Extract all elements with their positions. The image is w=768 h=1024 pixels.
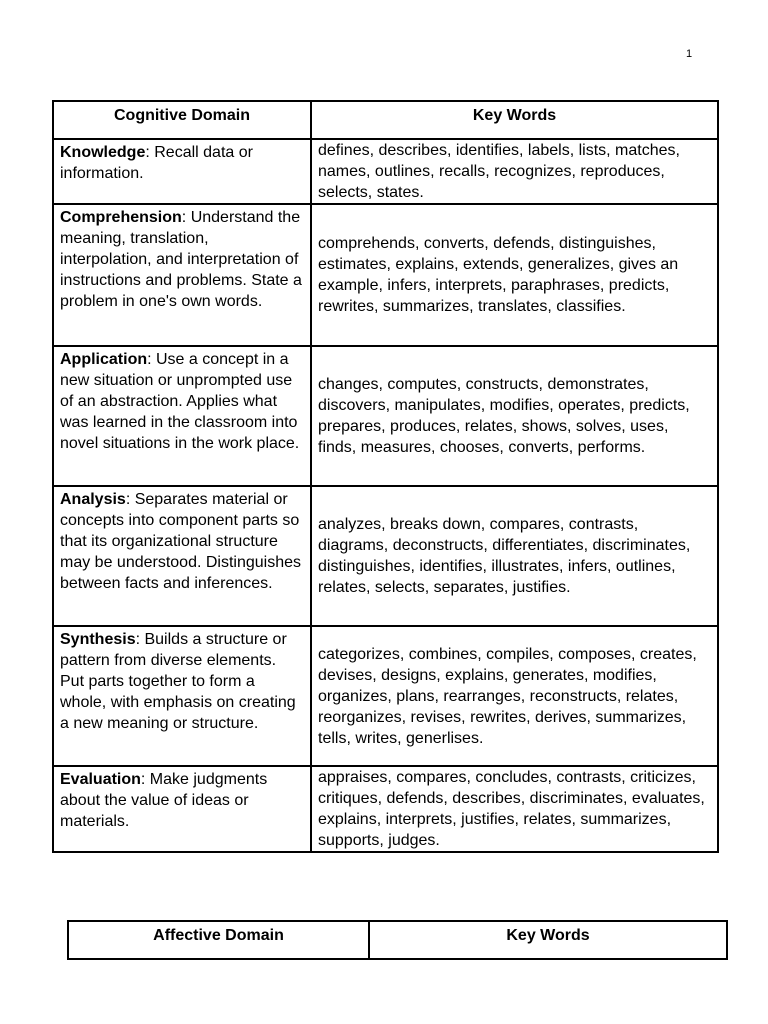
- affective-domain-table: [67, 920, 728, 960]
- domain-cell: [53, 626, 311, 766]
- keywords-cell: analyzes, breaks down, compares, contrasts, diagrams, deconstructs, differentiates, discriminates, distinguishes, identifies, illustrates, infers, outlines, relates, selects, separates, justifies.: [311, 486, 718, 626]
- table-row: [53, 204, 718, 346]
- table-row: [53, 486, 718, 626]
- column-header-domain: Cognitive Domain: [53, 101, 311, 139]
- keywords-cell: categorizes, combines, compiles, composes, creates, devises, designs, explains, generates, modifies, organizes, plans, rearranges, reconstructs, relates, reorganizes, revises, rewrites, derives, summarizes, tells, writes, generlises.: [311, 626, 718, 766]
- domain-definition: : Separates material or concepts into component parts so that its organizational structure may be understood. Distinguishes between facts and inferences.: [60, 491, 302, 592]
- table-header-row: [68, 921, 727, 959]
- cognitive-domain-table: [52, 100, 719, 853]
- domain-definition: : Use a concept in a new situation or unprompted use of an abstraction. Applies what was learned in the classroom into novel situations in the work place.: [60, 351, 300, 452]
- domain-cell: [53, 486, 311, 626]
- domain-cell: [53, 139, 311, 204]
- column-header-keywords: Key Words: [369, 921, 727, 959]
- domain-term: Evaluation: [60, 771, 141, 788]
- keywords-cell: changes, computes, constructs, demonstrates, discovers, manipulates, modifies, operates, predicts, prepares, produces, relates, shows, solves, uses, finds, measures, chooses, converts, performs.: [311, 346, 718, 486]
- domain-cell: [53, 766, 311, 852]
- domain-definition: : Recall data or information.: [60, 144, 253, 182]
- keywords-cell: defines, describes, identifies, labels, lists, matches, names, outlines, recalls, recognizes, reproduces, selects, states.: [311, 139, 718, 204]
- domain-term: Application: [60, 351, 148, 368]
- domain-cell: [53, 346, 311, 486]
- domain-term: Comprehension: [60, 209, 182, 226]
- page-number: 1: [686, 48, 693, 60]
- domain-definition: : Builds a structure or pattern from diverse elements. Put parts together to form a whole, with emphasis on creating a new meaning or structure.: [60, 631, 296, 732]
- domain-term: Analysis: [60, 491, 126, 508]
- table-row: [53, 626, 718, 766]
- table-row: [53, 346, 718, 486]
- domain-term: Synthesis: [60, 631, 136, 648]
- domain-term: Knowledge: [60, 144, 146, 161]
- keywords-cell: comprehends, converts, defends, distinguishes, estimates, explains, extends, generalizes, gives an example, infers, interprets, paraphrases, predicts, rewrites, summarizes, translates, classifies.: [311, 204, 718, 346]
- domain-definition: : Make judgments about the value of ideas or materials.: [60, 771, 268, 830]
- table-row: [53, 766, 718, 852]
- domain-cell: [53, 204, 311, 346]
- column-header-domain: Affective Domain: [68, 921, 369, 959]
- keywords-cell: appraises, compares, concludes, contrasts, criticizes, critiques, defends, describes, discriminates, evaluates, explains, interprets, justifies, relates, summarizes, supports, judges.: [311, 766, 718, 852]
- domain-definition: : Understand the meaning, translation, interpolation, and interpretation of instructions and problems. State a problem in one's own words.: [60, 209, 302, 310]
- table-header-row: [53, 101, 718, 139]
- column-header-keywords: Key Words: [311, 101, 718, 139]
- table-row: [53, 139, 718, 204]
